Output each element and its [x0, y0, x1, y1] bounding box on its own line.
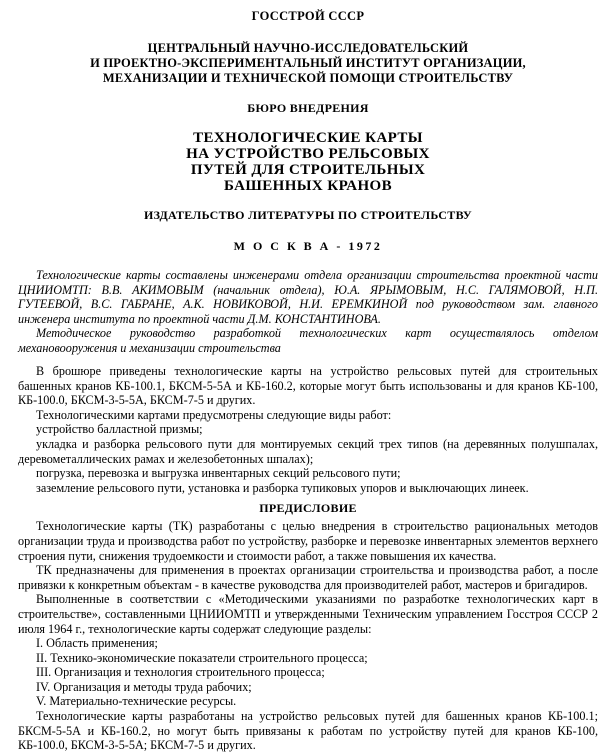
preface-paragraph: Выполненные в соответствии с «Методическими указаниями по разработке технологических карт в строительстве», составленными ЦНИИОМТП и утвержденными Техническим управлением Госстроя СССР 2 июля 1964 г., технологические карты содержат следующие разделы:	[18, 592, 598, 636]
title-line: НА УСТРОЙСТВО РЕЛЬСОВЫХ	[186, 146, 430, 162]
preface-heading: ПРЕДИСЛОВИЕ	[259, 501, 357, 516]
intro-paragraph: укладка и разборка рельсового пути для монтируемых секций трех типов (на деревянных полушпалах, деревометаллических рамах и железобетонных шпалах);	[18, 436, 598, 466]
authors-paragraph: Технологические карты составлены инженерами отдела организации строительства проектной части ЦНИИОМТП: В.В. АКИМОВЫМ (начальник отдела), Ю.А. ЯРЫМОВЫМ, Н.С. ГАЛЯМОВОЙ, Н.П. ГУТЕЕВОЙ, В.С. ГАБРАНЕ, А.К. НОВИКОВОЙ, Н.И. ЕРЕМКИНОЙ под руководством зам. главного инженера института по проектной части Д.М. КОНСТАНТИНОВА.	[18, 268, 598, 326]
preface-paragraph: I. Область применения;	[36, 636, 158, 651]
intro-block	[18, 364, 598, 495]
preface-paragraph: II. Технико-экономические показатели строительного процесса;	[36, 650, 368, 665]
institute-line: ЦЕНТРАЛЬНЫЙ НАУЧНО-ИССЛЕДОВАТЕЛЬСКИЙ	[147, 41, 469, 55]
city-year: М О С К В А - 1972	[233, 239, 383, 253]
institute-line: МЕХАНИЗАЦИИ И ТЕХНИЧЕСКОЙ ПОМОЩИ СТРОИТЕЛЬСТВУ	[102, 71, 514, 85]
org-name: ГОССТРОЙ СССР	[251, 9, 365, 23]
title-line: ТЕХНОЛОГИЧЕСКИЕ КАРТЫ	[193, 130, 423, 146]
intro-paragraph: устройство балластной призмы;	[36, 422, 203, 437]
authors-paragraph: Методическое руководство разработкой технологических карт осуществлялось отделом механовооружения и механизации строительства	[18, 326, 598, 355]
preface-paragraph: V. Материально-технические ресурсы.	[36, 694, 237, 709]
preface-paragraph: III. Организация и технология строительного процесса;	[36, 665, 325, 680]
document-title	[18, 130, 598, 194]
preface-paragraph: Технологические карты разработаны на устройство рельсовых путей для башенных кранов КБ-100.1; БКСМ-5-5А и КБ-160.2, но могут быть привязаны к работам по устройству путей для кранов КБ-100, КБ-100.0, БКСМ-3-5-5А; БКСМ-7-5 и других.	[18, 709, 598, 753]
preface-paragraph: IV. Организация и методы труда рабочих;	[36, 679, 252, 694]
bureau-name: БЮРО ВНЕДРЕНИЯ	[247, 101, 369, 115]
preface-paragraph: ТК предназначены для применения в проектах организации строительства и производства работ, а после привязки к конкретным объектам - в качестве руководства для производителей работ, мастеров и бригадиров.	[18, 563, 598, 592]
document-page	[0, 9, 610, 753]
publisher: ИЗДАТЕЛЬСТВО ЛИТЕРАТУРЫ ПО СТРОИТЕЛЬСТВУ	[143, 208, 473, 222]
intro-paragraph: погрузка, перевозка и выгрузка инвентарных секций рельсового пути;	[36, 466, 401, 481]
preface-block	[18, 519, 598, 753]
intro-paragraph: В брошюре приведены технологические карты на устройство рельсовых путей для строительных башенных кранов КБ-100.1, БКСМ-5-5А и КБ-160.2, которые могут быть использованы и для кранов КБ-100, КБ-100.0, БКСМ-3-5-5А, БКСМ-7-5 и других.	[18, 364, 598, 408]
intro-paragraph: Технологическими картами предусмотрены следующие виды работ:	[36, 407, 392, 422]
institute-line: И ПРОЕКТНО-ЭКСПЕРИМЕНТАЛЬНЫЙ ИНСТИТУТ ОРГАНИЗАЦИИ,	[90, 56, 526, 70]
authors-block	[18, 268, 598, 355]
title-line: ПУТЕЙ ДЛЯ СТРОИТЕЛЬНЫХ	[190, 162, 426, 178]
title-line: БАШЕННЫХ КРАНОВ	[224, 178, 392, 194]
intro-paragraph: заземление рельсового пути, установка и разборка тупиковых упоров и выключающих линеек.	[36, 480, 529, 495]
preface-paragraph: Технологические карты (ТК) разработаны с целью внедрения в строительство рациональных методов организации труда и производства работ по устройству, разборке и перевозке инвентарных элементов верхнего строения пути, снижения трудоемкости и стоимости работ, а также повышения их качества.	[18, 519, 598, 563]
institute-name	[18, 41, 598, 86]
